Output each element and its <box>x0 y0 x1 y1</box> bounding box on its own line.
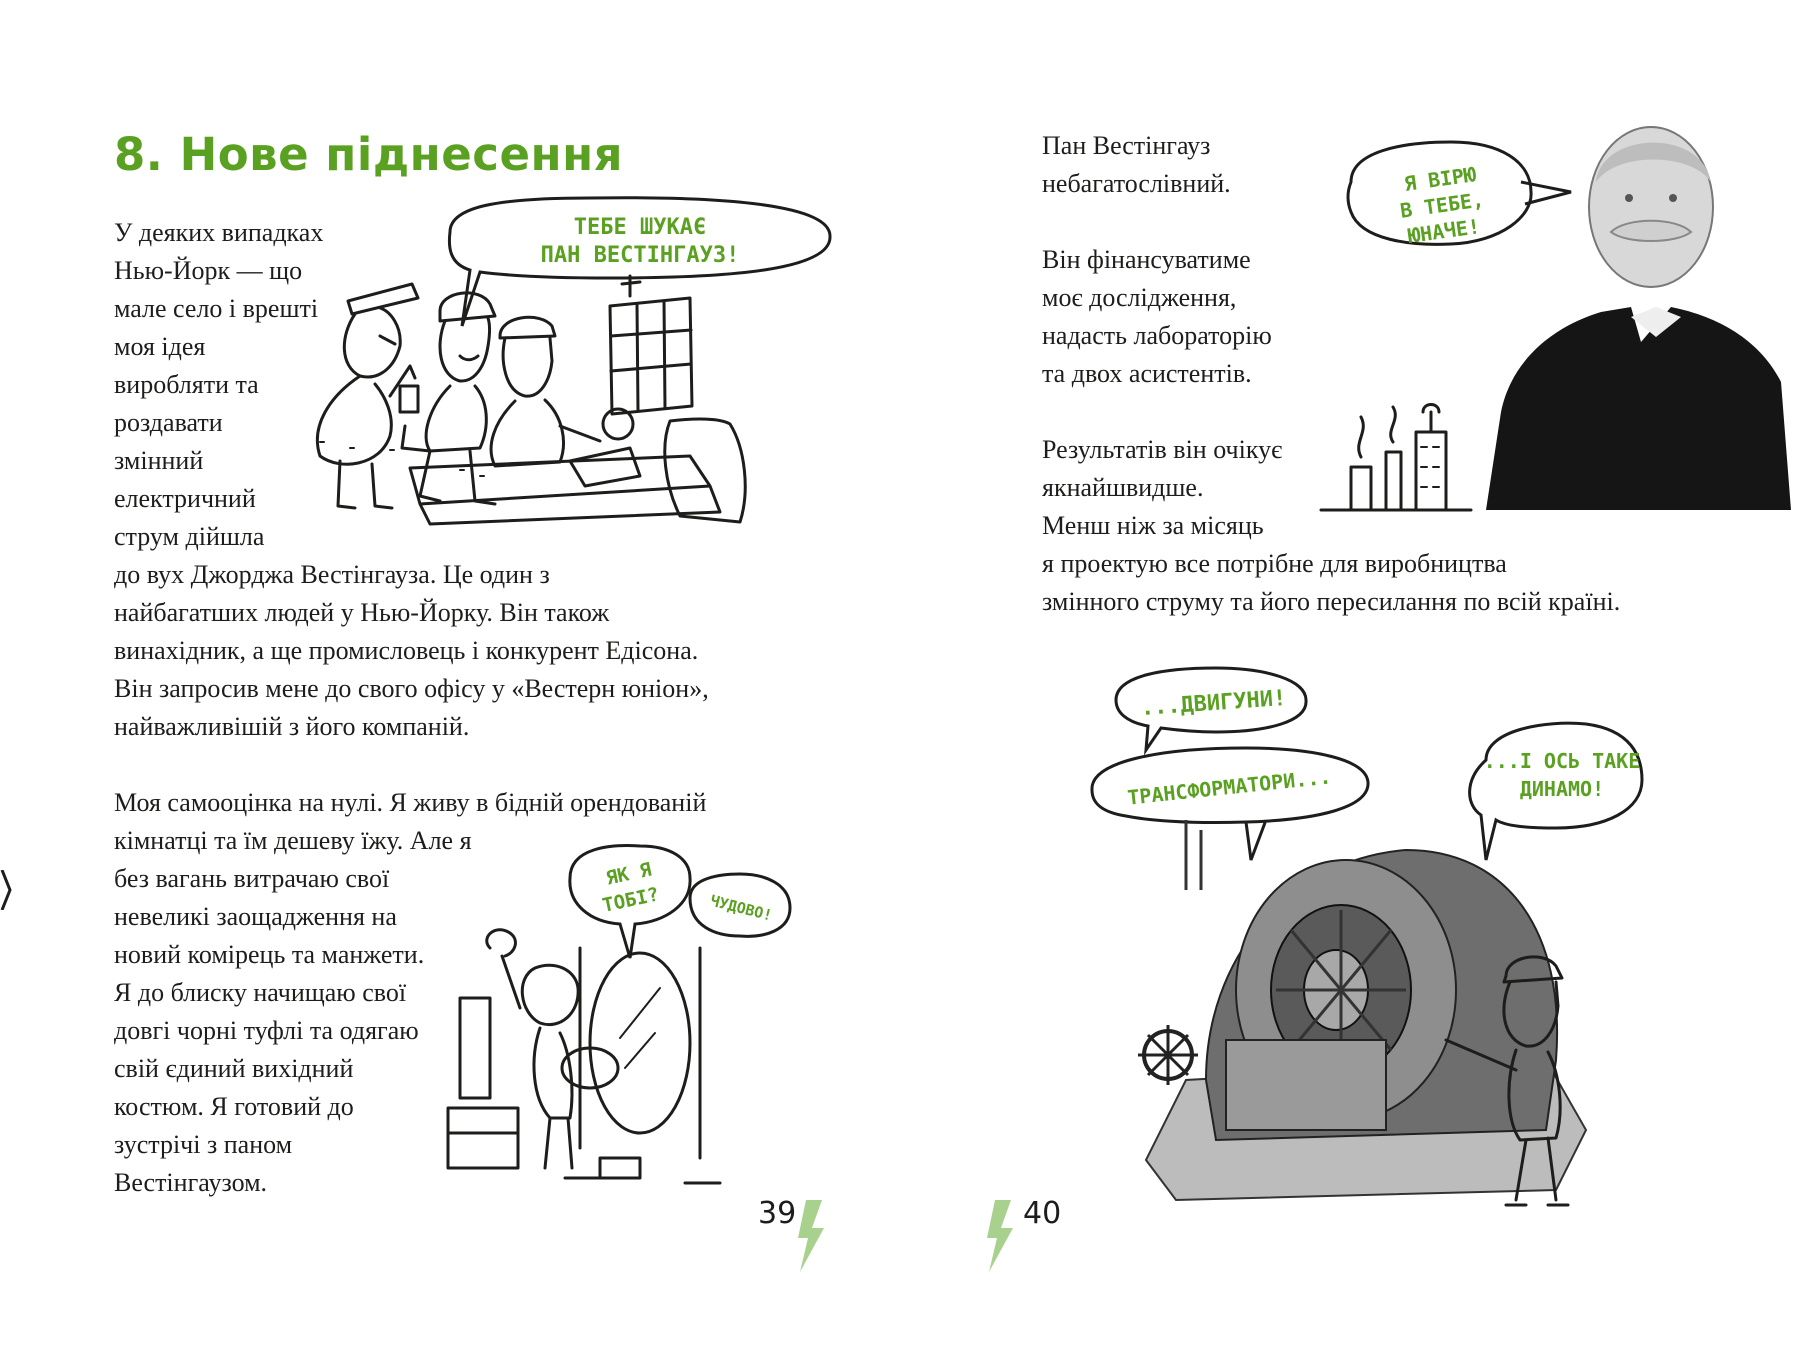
westinghouse-illustration <box>1311 112 1791 522</box>
left-paragraph-1: У деяких випадках Нью-Йорк — що мале село і врешті моя ідея виробляти та роздавати змінний електричний струм дійшла до вух Джорджа Вестінгауза. Це один з найбагатших людей у Нью-Йорку. Він також винахідник, а ще промисловець і конкурент Едісона. Він запросив мене до свого офісу у «Вестерн юніон», найважливішій з його компаній. <box>114 218 709 741</box>
lightning-bolt-icon <box>985 1200 1015 1272</box>
westinghouse-bubble-line-3: ЮНАЧЕ! <box>1406 214 1482 248</box>
workshop-bubble-line-2: ПАН ВЕСТІНГАУЗ! <box>540 243 740 268</box>
right-paragraph: Пан Вестінгауз небагатослівний. Він фінансуватиме моє дослідження, надасть лабораторію та двох асистентів. Результатів він очікує якнайшвидше. Менш ніж за місяць я проектую все потрібне для виробництва змінного струму та його пересилання по всій країні. <box>1042 131 1621 616</box>
mirror-illustration <box>440 838 820 1198</box>
dynamo-bubble-line-1: ...І ОСЬ ТАКЕ <box>1483 749 1641 773</box>
mirror-bubble-2-text: ЧУДОВО! <box>708 891 775 925</box>
transformers-bubble-text: ТРАНСФОРМАТОРИ... <box>1126 764 1333 810</box>
westinghouse-bubble-line-1: Я ВІРЮ <box>1402 162 1478 196</box>
window-grid <box>610 276 692 414</box>
workshop-bubble-line-1: ТЕБЕ ШУКАЄ <box>573 215 707 240</box>
dynamo-machine <box>1138 820 1586 1200</box>
worker-figure-middle <box>400 293 495 504</box>
sacks <box>665 419 745 522</box>
dynamo-illustration <box>1086 660 1646 1220</box>
standing-mirror <box>565 948 720 1183</box>
page-number-left: 39 <box>758 1196 797 1231</box>
page-number-right: 40 <box>1023 1196 1062 1231</box>
dynamo-bubble-line-2: ДИНАМО! <box>1519 777 1605 801</box>
left-paragraph-2: Моя самооцінка на нулі. Я живу в бідній орендованій кімнатці та їм дешеву їжу. Але я без вагань витрачаю свої невеликі заощадження на новий комірець та манжети. Я до блиску начищаю свої довгі чорні туфлі та одягаю свій єдиний вихідний костюм. Я готовий до зустрічі з паном Вестінгаузом. <box>114 788 707 1197</box>
shoe-box <box>600 1158 640 1178</box>
margin-mark-icon <box>0 870 12 910</box>
dresser <box>448 998 518 1168</box>
mirror-bubble-1-line-2: ТОБІ? <box>600 883 662 917</box>
lightning-bolt-icon <box>796 1200 826 1272</box>
worker-figure-left <box>317 284 418 508</box>
city-skyline <box>1321 405 1471 511</box>
workbench <box>410 456 720 524</box>
right-page <box>901 0 1802 1347</box>
engines-bubble-text: ...ДВИГУНИ! <box>1140 685 1288 722</box>
mirror-bubble-1-line-1: ЯК Я <box>604 858 654 890</box>
westinghouse-bubble-line-2: В ТЕБЕ, <box>1398 187 1486 223</box>
workshop-illustration <box>300 186 840 546</box>
chapter-heading: 8. Нове піднесення <box>114 128 624 181</box>
